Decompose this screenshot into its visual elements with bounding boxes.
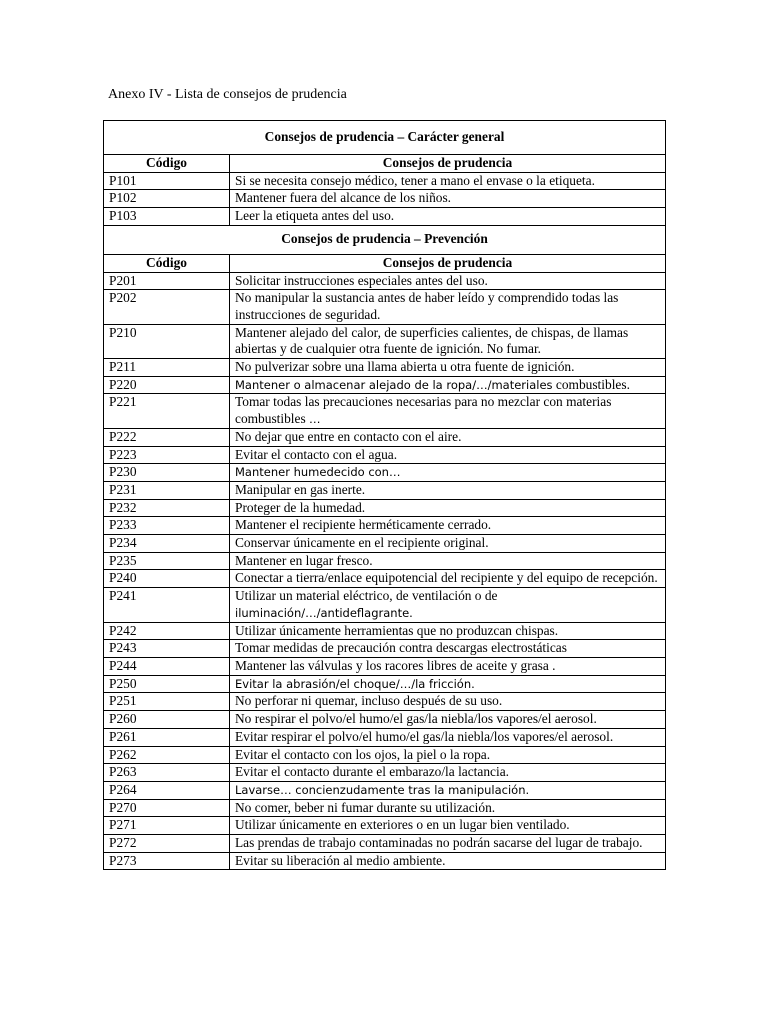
statement-text-content: No comer, beber ni fumar durante su utilización. — [235, 799, 496, 815]
statement-text — [230, 835, 666, 853]
statement-text-content: Proteger de la humedad. — [235, 499, 366, 515]
statement-code: P240 — [104, 570, 230, 588]
statement-text — [230, 272, 666, 290]
statement-code: P233 — [104, 517, 230, 535]
statement-code: P244 — [104, 657, 230, 675]
statement-text-content: Solicitar instrucciones especiales antes del uso. — [235, 272, 488, 288]
statement-code: P223 — [104, 446, 230, 464]
statement-code: P270 — [104, 799, 230, 817]
statement-text — [230, 781, 666, 799]
precautionary-statements-table — [103, 120, 666, 870]
statement-text-part: Tomar todas las precauciones necesarias para no mezclar con materias combustibles — [235, 394, 612, 427]
statement-text-part: Utilizar un material eléctrico, de ventilación o de — [235, 588, 498, 604]
table-row — [104, 190, 666, 208]
statement-text — [230, 552, 666, 570]
statement-code: P232 — [104, 499, 230, 517]
table-row — [104, 764, 666, 782]
statement-text — [230, 324, 666, 358]
statement-text-content: Evitar respirar el polvo/el humo/el gas/la niebla/los vapores/el aerosol. — [235, 728, 614, 744]
statement-text-content: No pulverizar sobre una llama abierta u otra fuente de ignición. — [235, 359, 575, 375]
statement-code: P220 — [104, 376, 230, 394]
statement-text-content: No respirar el polvo/el humo/el gas/la niebla/los vapores/el aerosol. — [235, 711, 597, 727]
statement-text — [230, 394, 666, 428]
statement-text — [230, 376, 666, 394]
statement-text-content: Las prendas de trabajo contaminadas no podrán sacarse del lugar de trabajo. — [235, 835, 643, 851]
statement-text-content: No perforar ni quemar, incluso después de su uso. — [235, 693, 503, 709]
statement-text-part: … — [309, 412, 321, 427]
statement-text-part: Mantener o almacenar alejado de la ropa/…/materiales — [235, 377, 553, 392]
statement-text — [230, 428, 666, 446]
statement-text-content: Si se necesita consejo médico, tener a mano el envase o la etiqueta. — [235, 172, 595, 188]
statement-text-content: Tomar medidas de precaución contra descargas electrostáticas — [235, 640, 567, 656]
statement-code: P201 — [104, 272, 230, 290]
statement-text — [230, 711, 666, 729]
statement-text — [230, 657, 666, 675]
statement-text — [230, 190, 666, 208]
statement-text-content: Leer la etiqueta antes del uso. — [235, 208, 395, 224]
statement-code: P235 — [104, 552, 230, 570]
table-row — [104, 464, 666, 482]
table-row — [104, 728, 666, 746]
column-header-advice: Consejos de prudencia — [230, 155, 666, 173]
statement-code: P272 — [104, 835, 230, 853]
table-row — [104, 693, 666, 711]
page-heading: Anexo IV - Lista de consejos de prudencia — [108, 87, 347, 102]
statement-text-content: Lavarse… concienzudamente tras la manipulación. — [235, 782, 530, 797]
statement-code: P242 — [104, 622, 230, 640]
statement-text-content: No manipular la sustancia antes de haber leído y comprendido todas las instrucciones de seguridad. — [235, 290, 619, 322]
statement-text — [230, 746, 666, 764]
table-row — [104, 428, 666, 446]
statement-text-content: Evitar la abrasión/el choque/…/la fricción. — [235, 676, 475, 691]
statement-text-part: combustibles. — [555, 376, 630, 392]
table-row — [104, 499, 666, 517]
section-title: Consejos de prudencia – Prevención — [104, 225, 666, 254]
table-row — [104, 376, 666, 394]
statement-text — [230, 535, 666, 553]
table-row — [104, 172, 666, 190]
statement-text-content: Mantener el recipiente herméticamente cerrado. — [235, 517, 492, 533]
column-header-code: Código — [104, 254, 230, 272]
statement-code: P251 — [104, 693, 230, 711]
statement-text — [230, 622, 666, 640]
statement-text — [230, 446, 666, 464]
statement-code: P230 — [104, 464, 230, 482]
table-row — [104, 746, 666, 764]
statement-text — [230, 640, 666, 658]
statement-code: P231 — [104, 481, 230, 499]
statement-code: P243 — [104, 640, 230, 658]
table-row — [104, 781, 666, 799]
statement-text — [230, 499, 666, 517]
statement-text — [230, 517, 666, 535]
statement-code: P271 — [104, 817, 230, 835]
table-row — [104, 675, 666, 693]
statement-text-content: Evitar el contacto durante el embarazo/la lactancia. — [235, 764, 509, 780]
table-row — [104, 535, 666, 553]
table-row — [104, 208, 666, 226]
statement-text — [230, 481, 666, 499]
table-row — [104, 799, 666, 817]
statement-text-content: Mantener fuera del alcance de los niños. — [235, 190, 452, 206]
table-row — [104, 359, 666, 377]
statement-text-content: Evitar el contacto con el agua. — [235, 446, 398, 462]
statement-code: P221 — [104, 394, 230, 428]
statement-text — [230, 172, 666, 190]
statement-text-content: Mantener humedecido con… — [235, 465, 401, 480]
table-row — [104, 481, 666, 499]
column-header-advice: Consejos de prudencia — [230, 254, 666, 272]
table-row — [104, 657, 666, 675]
statement-text — [230, 799, 666, 817]
statement-text — [230, 464, 666, 482]
statement-code: P273 — [104, 852, 230, 870]
statement-text-content: Utilizar únicamente herramientas que no produzcan chispas. — [235, 622, 559, 638]
statement-code: P101 — [104, 172, 230, 190]
statement-code: P102 — [104, 190, 230, 208]
statement-code: P250 — [104, 675, 230, 693]
column-header-code: Código — [104, 155, 230, 173]
statement-code: P210 — [104, 324, 230, 358]
table-row — [104, 517, 666, 535]
table-row — [104, 394, 666, 428]
statement-text-content: Utilizar únicamente en exteriores o en un lugar bien ventilado. — [235, 817, 570, 833]
statement-text-content: Mantener alejado del calor, de superficies calientes, de chispas, de llamas abiertas y de cualquier otra fuente de ignición. No fumar. — [235, 324, 629, 357]
section-title: Consejos de prudencia – Carácter general — [104, 121, 666, 155]
statement-text-content: Evitar el contacto con los ojos, la piel o la ropa. — [235, 746, 491, 762]
statement-code: P262 — [104, 746, 230, 764]
statement-text — [230, 852, 666, 870]
statement-text — [230, 675, 666, 693]
table-row — [104, 272, 666, 290]
statement-text-content: Mantener en lugar fresco. — [235, 552, 373, 568]
statement-text — [230, 817, 666, 835]
table-row — [104, 290, 666, 324]
statement-code: P103 — [104, 208, 230, 226]
statement-text — [230, 764, 666, 782]
statement-text — [230, 359, 666, 377]
statement-text — [230, 208, 666, 226]
table-row — [104, 622, 666, 640]
statement-text-content: Conservar únicamente en el recipiente original. — [235, 535, 489, 551]
statement-text-content: Mantener las válvulas y los racores libres de aceite y grasa . — [235, 657, 556, 673]
statement-text-content: Evitar su liberación al medio ambiente. — [235, 852, 446, 868]
table-row — [104, 817, 666, 835]
statement-code: P260 — [104, 711, 230, 729]
statement-text-part: iluminación/…/antideflagrante. — [235, 605, 413, 620]
statement-code: P241 — [104, 588, 230, 622]
statement-text-content: Manipular en gas inerte. — [235, 481, 366, 497]
statement-code: P222 — [104, 428, 230, 446]
statement-code: P234 — [104, 535, 230, 553]
table-row — [104, 588, 666, 622]
statement-code: P261 — [104, 728, 230, 746]
statement-text — [230, 290, 666, 324]
statement-text — [230, 693, 666, 711]
statement-code: P264 — [104, 781, 230, 799]
statement-text — [230, 588, 666, 622]
statement-code: P263 — [104, 764, 230, 782]
statement-text — [230, 570, 666, 588]
statement-code: P211 — [104, 359, 230, 377]
statement-text-content: No dejar que entre en contacto con el aire. — [235, 428, 462, 444]
table-row — [104, 552, 666, 570]
table-row — [104, 570, 666, 588]
table-row — [104, 640, 666, 658]
statement-text — [230, 728, 666, 746]
table-row — [104, 852, 666, 870]
table-row — [104, 711, 666, 729]
table-row — [104, 446, 666, 464]
table-row — [104, 324, 666, 358]
table-row — [104, 835, 666, 853]
statement-text-content: Conectar a tierra/enlace equipotencial del recipiente y del equipo de recepción. — [235, 570, 658, 586]
statement-code: P202 — [104, 290, 230, 324]
